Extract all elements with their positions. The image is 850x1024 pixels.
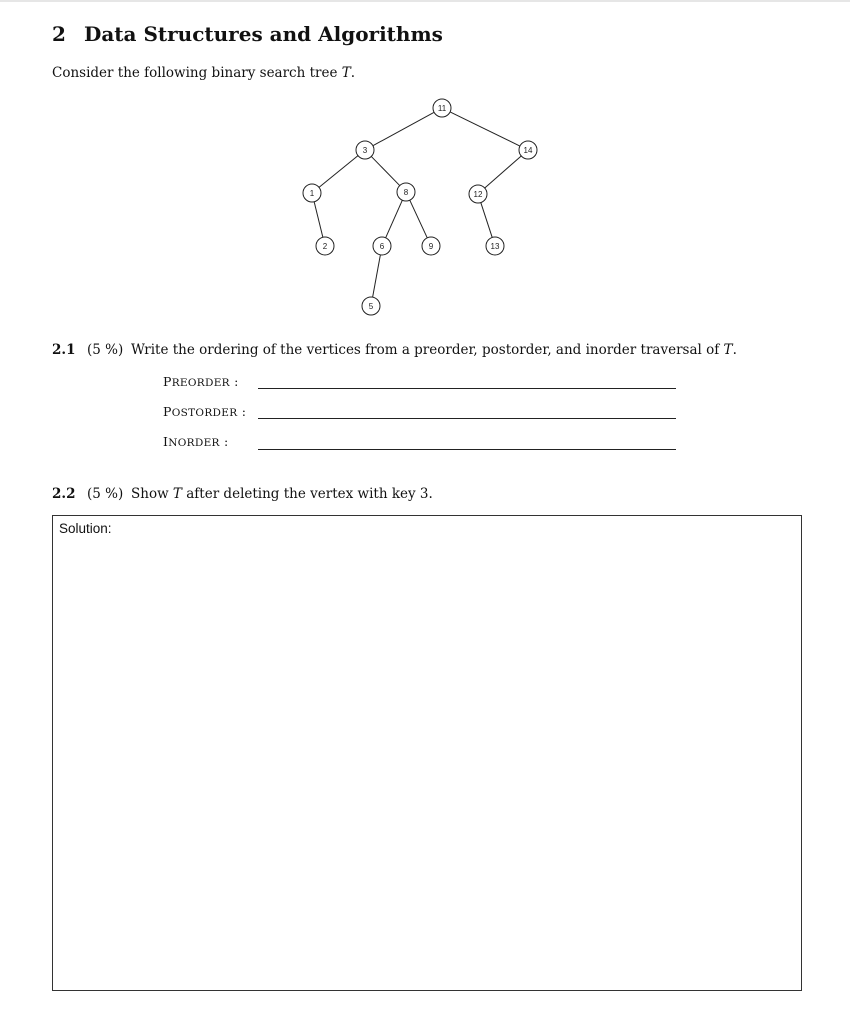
tree-node-key: 1: [309, 189, 315, 198]
solution-label: Solution:: [59, 521, 112, 536]
tree-node-6: [373, 237, 391, 255]
intro-var: T: [341, 65, 351, 81]
question-2-1-end: .: [732, 342, 737, 358]
preorder-label: [163, 374, 239, 389]
inorder-label-rest: NORDER: [168, 437, 220, 449]
tree-edge-11-3: [373, 112, 434, 145]
tree-edge-8-9: [410, 200, 427, 238]
tree-node-3: [356, 141, 374, 159]
tree-node-11: [433, 99, 451, 117]
tree-node-5: [362, 297, 380, 315]
tree-node-1: [303, 184, 321, 202]
postorder-label-colon: :: [237, 404, 247, 419]
tree-edge-12-13: [481, 203, 492, 238]
question-2-2-text-before: Show: [131, 486, 173, 502]
tree-node-key: 14: [523, 146, 533, 155]
section-heading: [52, 22, 443, 46]
preorder-label-initial: P: [163, 374, 172, 389]
question-2-2: [52, 486, 433, 502]
tree-node-key: 12: [473, 190, 483, 199]
preorder-label-colon: :: [229, 374, 239, 389]
tree-node-key: 3: [362, 146, 368, 155]
tree-node-key: 5: [368, 302, 374, 311]
tree-edge-1-2: [314, 202, 323, 238]
question-2-1-var: T: [723, 342, 733, 358]
tree-edge-3-1: [319, 156, 358, 188]
tree-nodes: [303, 99, 537, 315]
question-2-1-number: 2.1: [52, 342, 76, 358]
tree-node-key: 9: [428, 242, 434, 251]
preorder-label-rest: REORDER: [171, 377, 230, 389]
tree-edge-14-12: [485, 156, 521, 188]
question-2-1-points: (5 %): [87, 342, 124, 358]
tree-edge-6-5: [373, 255, 381, 297]
tree-node-12: [469, 185, 487, 203]
question-2-2-number: 2.2: [52, 486, 76, 502]
tree-node-2: [316, 237, 334, 255]
question-2-2-points: (5 %): [87, 486, 124, 502]
postorder-label-initial: P: [163, 404, 172, 419]
inorder-label: [163, 434, 229, 449]
postorder-label-rest: OSTORDER: [171, 407, 238, 419]
tree-node-9: [422, 237, 440, 255]
preorder-answer-line[interactable]: [258, 388, 676, 389]
tree-edges: [314, 112, 521, 297]
tree-node-13: [486, 237, 504, 255]
question-2-1-text: Write the ordering of the vertices from a preorder, postorder, and inorder traversal of: [131, 342, 724, 358]
tree-edge-8-6: [386, 200, 403, 238]
tree-node-key: 8: [403, 188, 409, 197]
question-2-1: [52, 342, 737, 358]
bst-figure: [290, 95, 550, 320]
postorder-answer-line[interactable]: [258, 418, 676, 419]
intro-sentence: Consider the following binary search tree: [52, 65, 342, 81]
tree-node-key: 6: [379, 242, 385, 251]
postorder-label: [163, 404, 246, 419]
intro-end: .: [350, 65, 356, 81]
question-2-2-var: T: [172, 486, 182, 502]
tree-node-8: [397, 183, 415, 201]
section-title: Data Structures and Algorithms: [84, 22, 443, 46]
inorder-label-colon: :: [219, 434, 229, 449]
inorder-answer-line[interactable]: [258, 449, 676, 450]
question-2-2-text-after: after deleting the vertex with key 3.: [181, 486, 433, 502]
inorder-label-initial: I: [163, 434, 169, 449]
tree-node-14: [519, 141, 537, 159]
tree-edge-3-8: [371, 156, 399, 185]
tree-node-key: 13: [490, 242, 500, 251]
tree-node-key: 11: [437, 104, 447, 113]
top-rule: [0, 0, 850, 2]
solution-box[interactable]: [52, 515, 802, 991]
tree-edge-11-14: [450, 112, 520, 146]
tree-node-key: 2: [322, 242, 328, 251]
intro-text: [52, 65, 355, 81]
section-number: 2: [52, 22, 66, 46]
